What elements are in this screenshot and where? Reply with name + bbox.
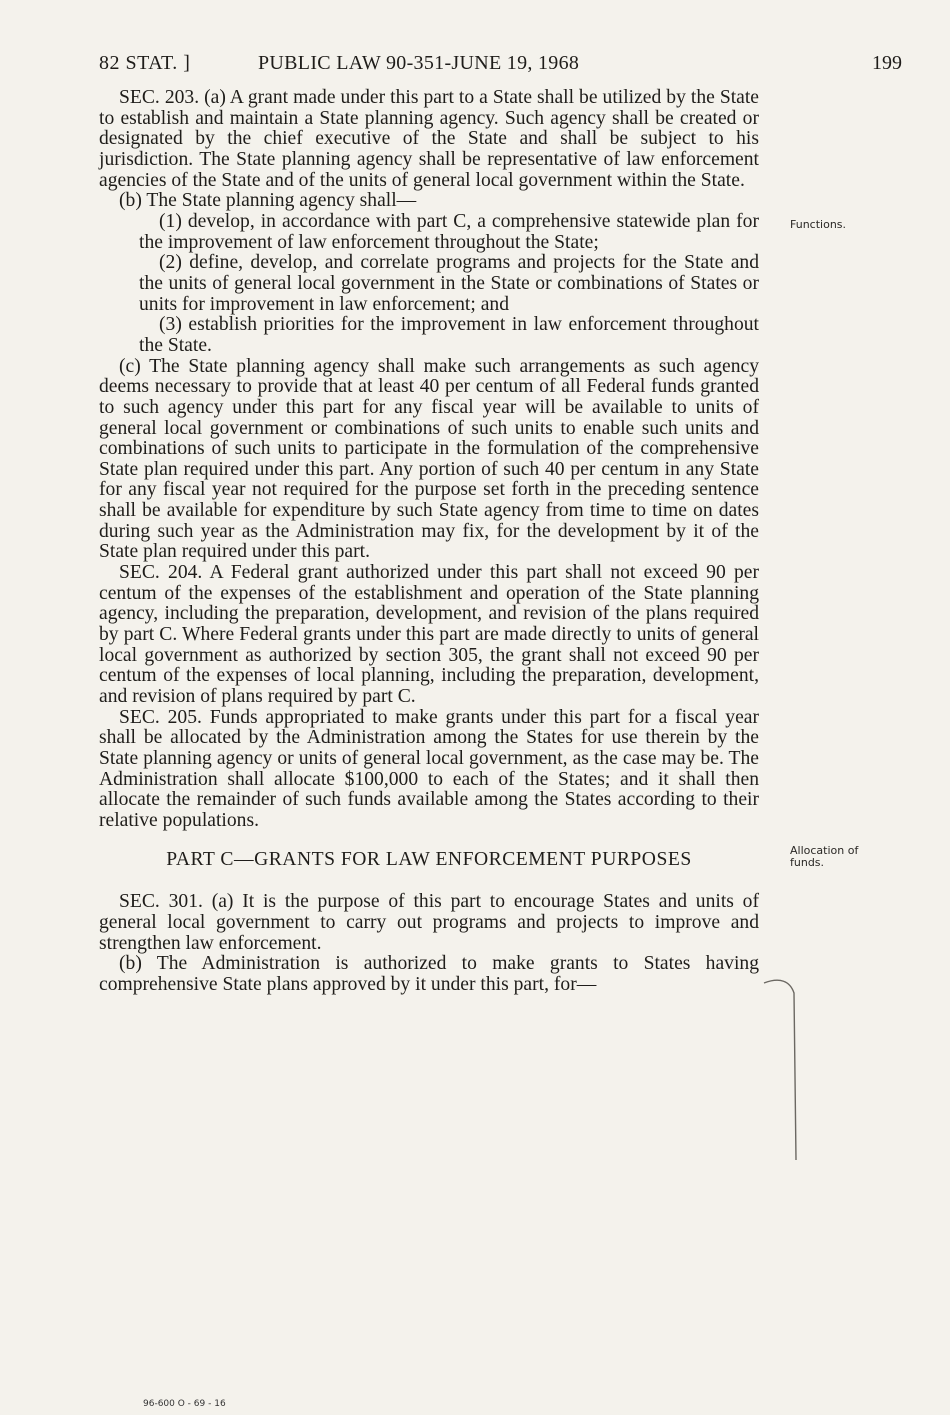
footer-code: 96-600 O - 69 - 16: [143, 1399, 226, 1409]
part-c-heading: PART C—GRANTS FOR LAW ENFORCEMENT PURPOSES: [166, 848, 692, 870]
margin-note-allocation: Allocation of funds.: [790, 844, 859, 869]
margin-note-functions: Functions.: [790, 218, 847, 231]
running-header: [0, 52, 950, 82]
sec-203-c: (c) The State planning agency shall make such arrangements as such agency deems necessary to provide that at least 40 per centum of all Federal funds granted to such agency under this part for any fiscal year will be available to units of general local government or combinations of such units to enable such units and combinations of such units to participate in the formulation of the comprehensive State plan required under this part. Any portion of such 40 per centum in any State for any fiscal year not required for the purpose set forth in the preceding sentence shall be available for expenditure by such State agency from time to time on dates during such year as the Administration may fix, for the development by it of the State plan required under this part.: [99, 355, 759, 563]
volume-reference: 82 STAT. ]: [99, 52, 191, 74]
sec-204: SEC. 204. A Federal grant authorized under this part shall not exceed 90 per centum of the expenses of the establishment and operation of the State planning agency, including the preparation, development, and revision of the plans required by part C. Where Federal grants under this part are made directly to units of general local government as authorized by section 305, the grant shall not exceed 90 per centum of the expenses of local planning, including the preparation, development, and revision of plans required by part C.: [99, 562, 759, 708]
sec-205: SEC. 205. Funds appropriated to make grants under this part for a fiscal year shall be allocated by the Administration among the States for use therein by the State planning agency or units of general local government, as the case may be. The Administration shall allocate $100,000 to each of the States; and it shall then allocate the remainder of such funds available among the States according to their relative populations.: [99, 706, 759, 831]
page-number: 199: [872, 52, 902, 74]
sec-203-b: (b) The State planning agency shall—: [119, 190, 417, 212]
main-text: [99, 88, 759, 996]
sec-301-a: SEC. 301. (a) It is the purpose of this part to encourage States and units of general local government to carry out programs and projects to improve and strengthen law enforcement.: [99, 891, 759, 954]
pen-bracket-mark: [762, 975, 802, 1175]
sec-203-b-item-3: (3) establish priorities for the improvement in law enforcement throughout the State.: [139, 314, 759, 356]
header-title: PUBLIC LAW 90-351-JUNE 19, 1968: [258, 52, 580, 74]
sec-301-b: (b) The Administration is authorized to make grants to States having comprehensive State plans approved by it under this part, for—: [99, 953, 759, 995]
sec-203-b-item-2: (2) define, develop, and correlate programs and projects for the State and the units of general local government in the State or combinations of States or units for improvement in law enforcement; and: [139, 252, 759, 315]
sec-203-a: SEC. 203. (a) A grant made under this part to a State shall be utilized by the State to establish and maintain a State planning agency. Such agency shall be created or designated by the chief executive of the State and shall be subject to his jurisdiction. The State planning agency shall be representative of law enforcement agencies of the State and of the units of general local government within the State.: [99, 87, 759, 191]
sec-203-b-item-1: (1) develop, in accordance with part C, a comprehensive statewide plan for the improvement of law enforcement throughout the State;: [139, 210, 759, 253]
